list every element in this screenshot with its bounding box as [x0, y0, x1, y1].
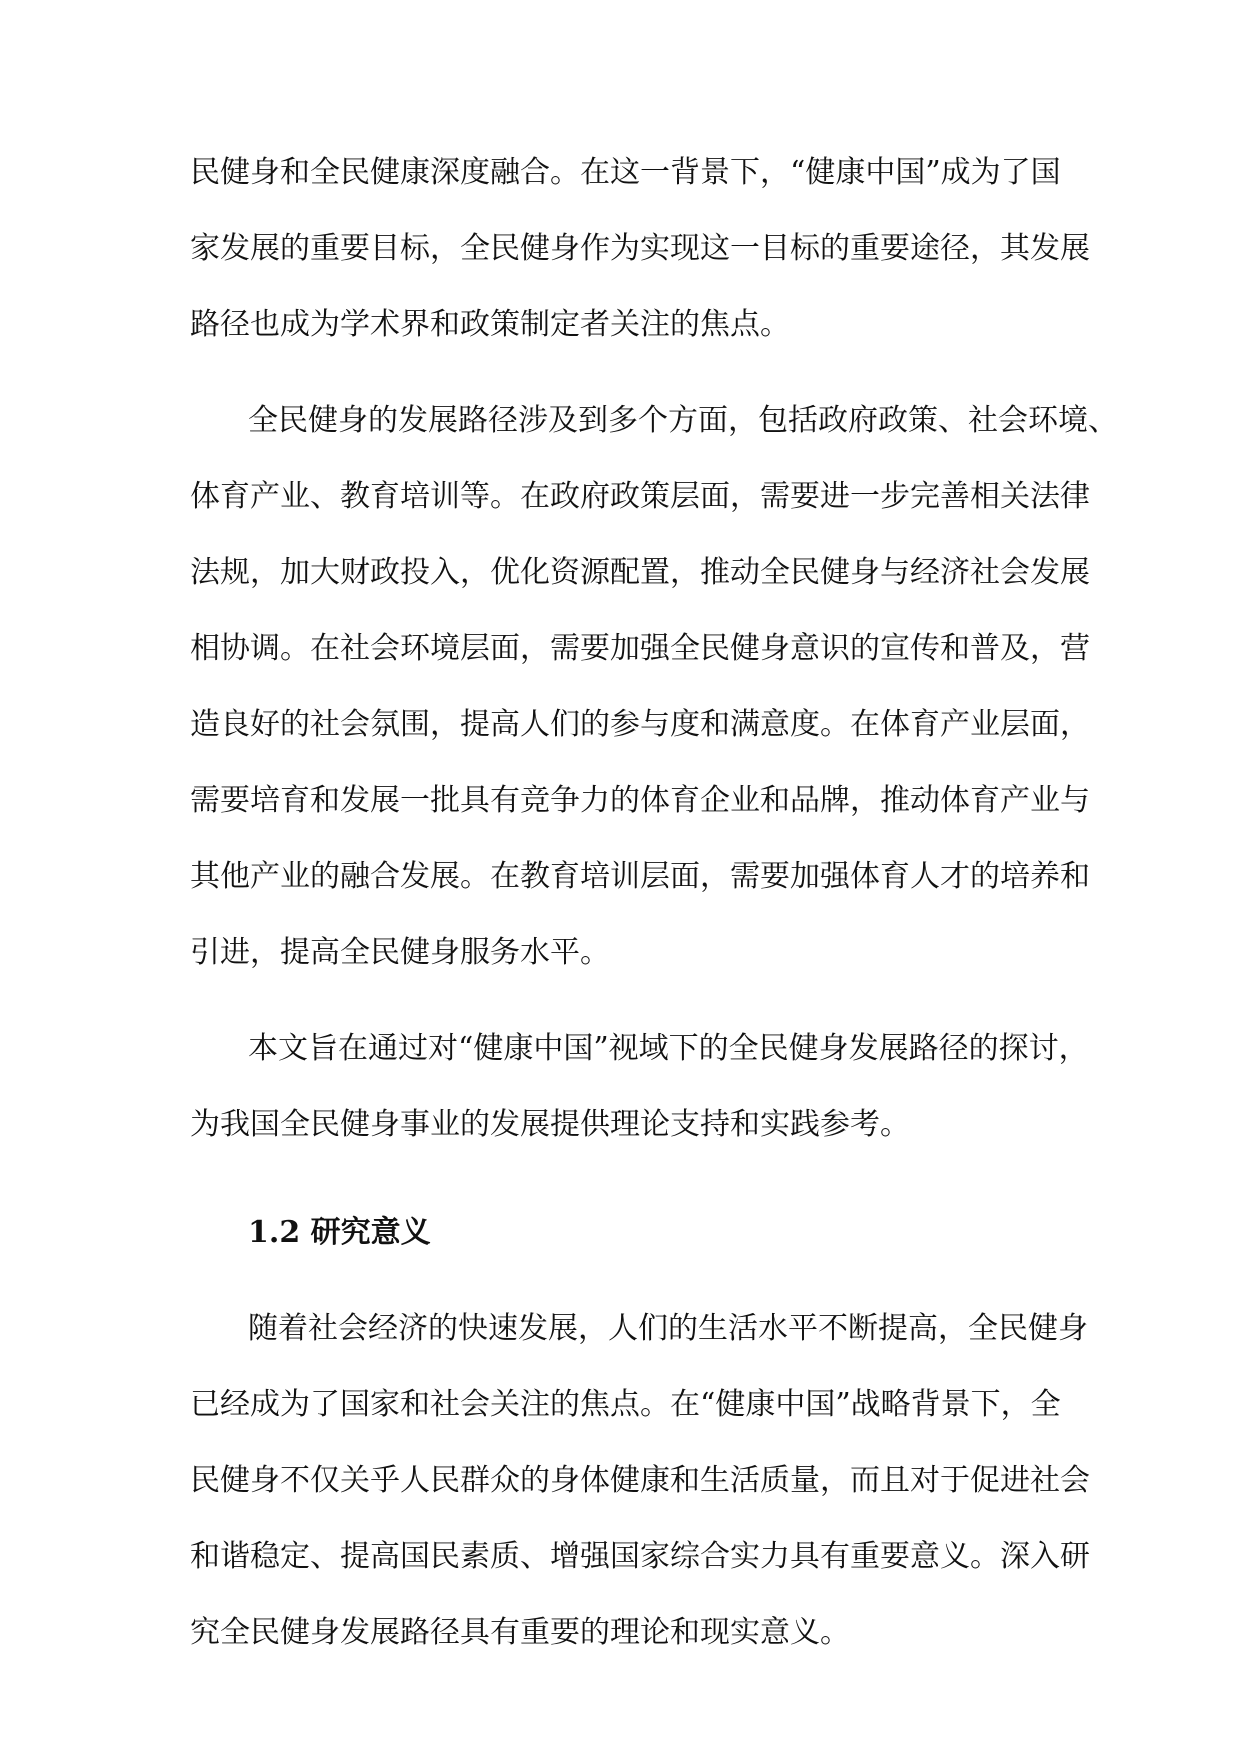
text-line: 体育产业、教育培训等。在政府政策层面，需要进一步完善相关法律: [190, 479, 1090, 514]
text-line: 全民健身的发展路径涉及到多个方面，包括政府政策、社会环境、: [248, 403, 1118, 438]
text-line: 造良好的社会氛围，提高人们的参与度和满意度。在体育产业层面，: [190, 707, 1090, 742]
text-line: 其他产业的融合发展。在教育培训层面，需要加强体育人才的培养和: [190, 859, 1090, 894]
text-line: 路径也成为学术界和政策制定者关注的焦点。: [190, 307, 790, 342]
text-line: 和谐稳定、提高国民素质、增强国家综合实力具有重要意义。深入研: [190, 1539, 1090, 1574]
text-line: 法规，加大财政投入，优化资源配置，推动全民健身与经济社会发展: [190, 555, 1090, 590]
text-line: 随着社会经济的快速发展，人们的生活水平不断提高，全民健身: [248, 1311, 1088, 1346]
paragraph: [190, 141, 1090, 369]
paragraph: [190, 389, 1118, 997]
text-line: 相协调。在社会环境层面，需要加强全民健身意识的宣传和普及，营: [190, 631, 1090, 666]
text-line: 民健身和全民健康深度融合。在这一背景下，“健康中国”成为了国: [190, 155, 1061, 190]
text-line: 本文旨在通过对“健康中国”视域下的全民健身发展路径的探讨，: [248, 1031, 1089, 1066]
text-line: 需要培育和发展一批具有竞争力的体育企业和品牌，推动体育产业与: [190, 783, 1090, 818]
text-line: 究全民健身发展路径具有重要的理论和现实意义。: [190, 1615, 850, 1650]
section-heading: 1.2 研究意义: [248, 1215, 431, 1250]
paragraph: [190, 1017, 1089, 1169]
paragraph: [190, 1297, 1090, 1677]
text-line: 民健身不仅关乎人民群众的身体健康和生活质量，而且对于促进社会: [190, 1463, 1090, 1498]
text-line: 已经成为了国家和社会关注的焦点。在“健康中国”战略背景下，全: [190, 1387, 1061, 1422]
text-line: 为我国全民健身事业的发展提供理论支持和实践参考。: [190, 1107, 910, 1142]
text-line: 引进，提高全民健身服务水平。: [190, 935, 610, 970]
document-page: [190, 141, 1118, 1677]
text-line: 家发展的重要目标，全民健身作为实现这一目标的重要途径，其发展: [190, 231, 1090, 266]
